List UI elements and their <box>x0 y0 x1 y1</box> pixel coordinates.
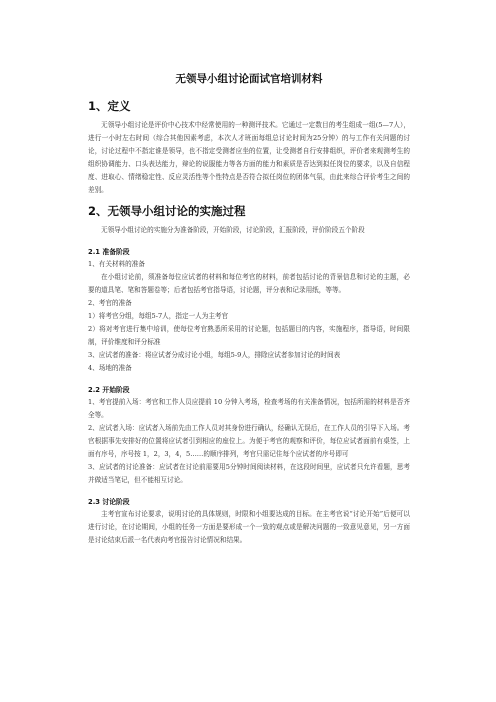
section-2-1-item: 4、场地的准备 <box>88 364 132 372</box>
section-1-heading: 1、定义 <box>88 99 131 113</box>
section-2-1-item: 3、应试者的准备：将应试者分成讨论小组，每组5-9人，排除应试者参加讨论的时间表 <box>88 351 341 359</box>
section-2-1-item: 1、有关材料的准备 <box>88 260 145 268</box>
section-2-heading: 2、无领导小组讨论的实施过程 <box>88 204 246 218</box>
section-2-2-item: 3、应试者的讨论准备：应试者在讨论前需要用5分钟时间阅读材料，在这段时间里，应试者只允许看题，思考并做适当笔记，但不能相互讨论。 <box>88 463 410 484</box>
section-1-paragraph: 无领导小组讨论是评价中心技术中经常使用的一种测评技术。它通过一定数目的考生组成一组(5—7人），进行一小时左右时间（综合其他因素考虑，本次人才班面每组总讨论时间为25分钟）的与工作有关问题的讨论，讨论过程中不指定谁是领导，也不指定受测者应坐的位置，让受测者自行安排组织，评价者来观测考生的组织协调能力、口头表达能力，辩论的说服能力等各方面的能力和素质是否达到拟任岗位的要求，以及自信程度、进取心、情绪稳定性、反应灵活性等个性特点是否符合拟任岗位的团体气氛，由此来综合评价考生之间的差别。 <box>88 121 410 194</box>
section-2-2-item: 2、应试者入场：应试者入场前先由工作人员对其身份进行确认，经确认无误后，在工作人员的引导下入场。考官根据事先安排好的位置将应试者引到相应的座位上。为便于考官的观察和评价，每位应试者面前有桌签，上面有序号，序号按 1，2，3，4，5……的顺序排列，考官只需记住每个应试者的序号即可 <box>88 424 410 458</box>
section-2-2-heading: 2.2 开始阶段 <box>88 386 130 394</box>
document-title: 无领导小组讨论面试官培训材料 <box>175 73 323 85</box>
section-2-1-item: 在小组讨论前，须准备每位应试者的材料和每位考官的材料，前者包括讨论的背景信息和讨论的主题，必要的道具笔、笔和答题卷等；后者包括考官指导语，讨论题，评分表和记录用纸，等等。 <box>88 273 410 294</box>
section-2-1-item: 1）将考官分组，每组5-7人，指定一人为主考官 <box>88 312 229 320</box>
document-body <box>88 71 410 547</box>
section-2-2-item: 1、考官提前入场：考官和工作人员应提前 10 分钟入考场，检查考场的有关准备情况，包括所需的材料是否齐全等。 <box>88 398 410 419</box>
section-2-3-paragraph: 主考官宣布讨论要求，说明讨论的具体规则，时限和小组要达成的目标。在主考官说“讨论开始”后便可以进行讨论，在讨论期间，小组的任务一方面是要形成一个一致的观点或是解决问题的一致意见意见，另一方面是讨论结束后派一名代表向考官报告讨论情况和结果。 <box>88 510 410 544</box>
section-2-1-heading: 2.1 准备阶段 <box>88 248 130 256</box>
section-2-3-heading: 2.3 讨论阶段 <box>88 498 130 506</box>
section-2-paragraph: 无领导小组讨论的实施分为准备阶段，开始阶段，讨论阶段，汇报阶段，评价阶段五个阶段 <box>101 226 365 234</box>
section-2-1-item: 2、考官的准备 <box>88 299 132 307</box>
section-2-1-item: 2）将对考官进行集中培训，使每位考官熟悉所采用的讨论题，包括题目的内容，实施程序，指导语，时间限制，评价维度和评分标准 <box>88 325 410 346</box>
